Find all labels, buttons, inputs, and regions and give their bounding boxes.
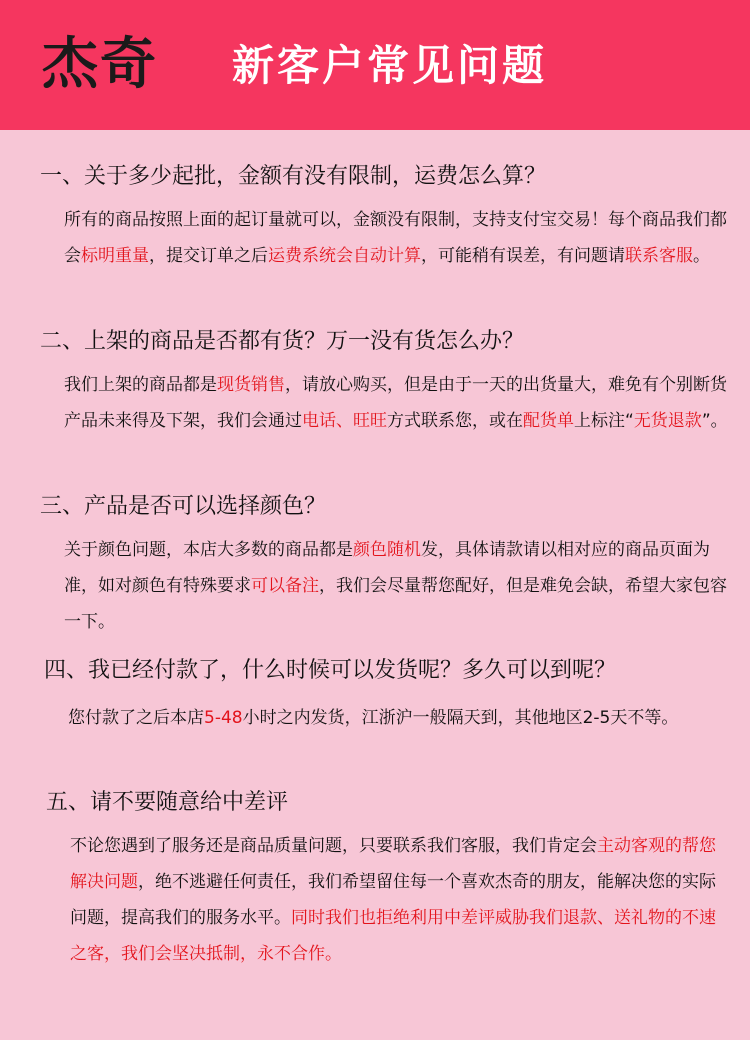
highlight-text: 配货单: [523, 411, 574, 431]
answer-text: ，可能稍有误差，有问题请: [421, 246, 625, 266]
page-title: 新客户常见问题: [232, 41, 548, 90]
highlight-text: 5-48: [204, 708, 243, 728]
answer-text: 。: [693, 246, 710, 266]
brand-logo: 杰奇: [42, 32, 158, 97]
answer-text: ，请放心购买，但是由于一天的出货量大，难免有个别断货产品未来得及下架，我们会通过: [64, 375, 727, 431]
faq-answer-2: [64, 367, 740, 439]
highlight-text: 同时我们也拒绝利用中差评威胁我们退款、送礼物的不速之客，我们会坚决抵制，永不合作。: [70, 908, 716, 964]
highlight-text: 运费系统会自动计算: [268, 246, 421, 266]
highlight-text: 现货销售: [217, 375, 285, 395]
answer-text: 上标注“: [574, 411, 634, 431]
answer-text: 小时之内发货，江浙沪一般隔天到，其他地区2-5天不等。: [242, 708, 679, 728]
answer-text: 不论您遇到了服务还是商品质量问题，只要联系我们客服，我们肯定会: [70, 836, 597, 856]
answer-text: 我们上架的商品都是: [64, 375, 217, 395]
faq-question-4: 四、我已经付款了，什么时候可以发货呢？多久可以到呢？: [44, 658, 617, 683]
highlight-text: 主动客观的帮您解决问题: [70, 836, 716, 892]
faq-answer-4: [68, 700, 744, 736]
highlight-text: 电话、旺旺: [302, 411, 387, 431]
faq-item-2: [0, 327, 750, 439]
faq-question-1: 一、关于多少起批，金额有没有限制，运费怎么算？: [40, 164, 547, 189]
answer-text: 方式联系您，或在: [387, 411, 523, 431]
highlight-text: 标明重量: [81, 246, 149, 266]
answer-text: 所有的商品按照上面的起订量就可以，金额没有限制，支持支付宝交易！每个商品我们都会: [64, 210, 727, 266]
faq-item-3: [0, 492, 750, 640]
answer-text: 发，具体请款请以相对应的商品页面为准，如对颜色有特殊要求: [64, 540, 710, 596]
answer-text: ”。: [701, 411, 728, 431]
answer-text: ，我们会尽量帮您配好，但是难免会缺，希望大家包容一下。: [64, 576, 727, 632]
answer-text: ，绝不逃避任何责任，我们希望留住每一个喜欢杰奇的朋友，能解决您的实际问题，提高我们的服务水平。: [70, 872, 716, 928]
faq-item-5: [0, 788, 750, 972]
highlight-text: 颜色随机: [353, 540, 421, 560]
faq-answer-1: [64, 202, 740, 274]
faq-item-1: [0, 162, 750, 274]
faq-question-5: 五、请不要随意给中差评: [46, 790, 289, 815]
highlight-text: 无货退款: [633, 411, 702, 431]
faq-question-3: 三、产品是否可以选择颜色？: [40, 494, 327, 519]
faq-answer-3: [64, 532, 740, 640]
answer-text: 关于颜色问题，本店大多数的商品都是: [64, 540, 353, 560]
faq-item-4: [0, 656, 750, 736]
answer-text: 您付款了之后本店: [68, 708, 204, 728]
header-banner: [0, 0, 750, 130]
answer-text: ，提交订单之后: [149, 246, 268, 266]
highlight-text: 联系客服: [625, 246, 693, 266]
highlight-text: 可以备注: [251, 576, 319, 596]
faq-answer-5: [70, 828, 730, 972]
faq-question-2: 二、上架的商品是否都有货？万一没有货怎么办？: [40, 329, 525, 354]
